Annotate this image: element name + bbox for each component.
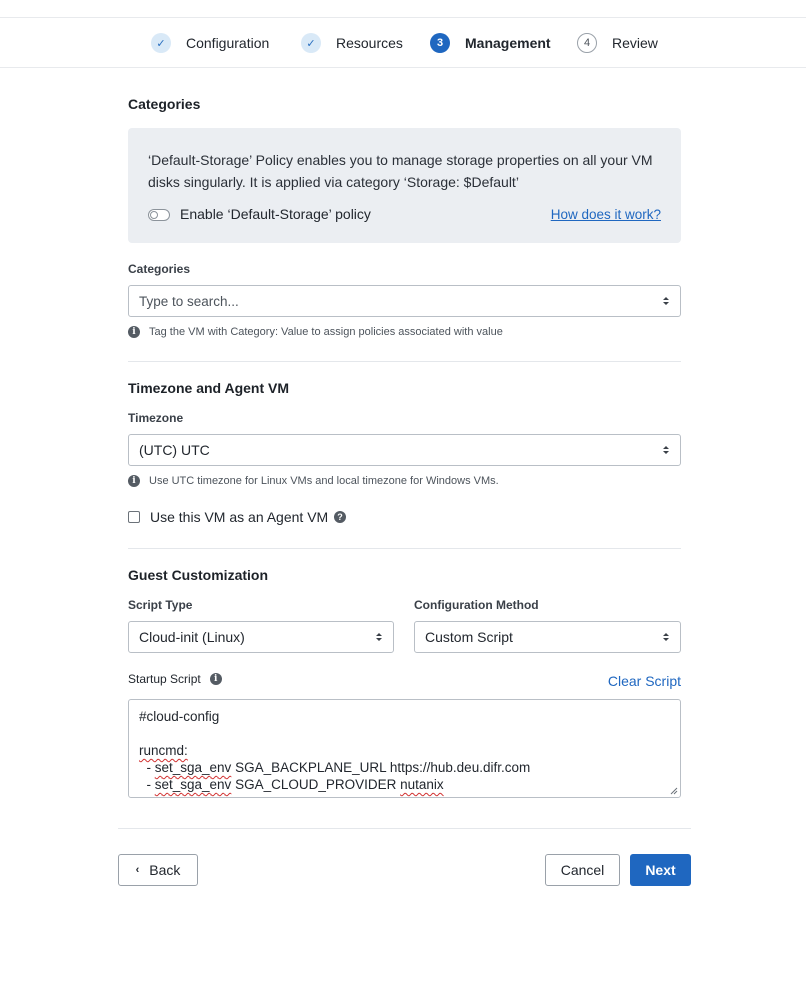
chevron-left-icon: ‹: [135, 864, 140, 876]
startup-script-label-row: [128, 672, 222, 686]
guest-customization-title: Guest Customization: [128, 567, 269, 583]
step-label: Configuration: [186, 35, 270, 51]
agent-vm-checkbox[interactable]: [128, 511, 140, 523]
how-does-it-work-link[interactable]: How does it work?: [550, 207, 661, 222]
step-number-badge: 3: [430, 33, 450, 53]
script-type-label: Script Type: [128, 598, 193, 612]
startup-script-textarea[interactable]: [128, 699, 681, 798]
script-indent: -: [139, 760, 155, 775]
script-type-value: Cloud-init (Linux): [139, 629, 245, 645]
agent-vm-label[interactable]: Use this VM as an Agent VM: [150, 509, 329, 525]
helper-text: Tag the VM with Category: Value to assign policies associated with value: [149, 326, 503, 338]
script-command: set_sga_env: [154, 777, 232, 792]
next-button[interactable]: Next: [630, 854, 691, 886]
step-resources[interactable]: [301, 32, 403, 54]
config-method-value: Custom Script: [425, 629, 513, 645]
config-method-label: Configuration Method: [414, 598, 539, 612]
info-icon: i: [128, 475, 140, 487]
script-type-select[interactable]: [128, 621, 394, 653]
question-help-icon[interactable]: ?: [334, 511, 346, 523]
default-storage-info-box: [128, 128, 681, 243]
script-args: SGA_CLOUD_PROVIDER: [231, 777, 401, 792]
toggle-label: Enable ‘Default-Storage’ policy: [180, 206, 371, 222]
script-args: SGA_BACKPLANE_URL https://hub.deu.difr.com: [231, 760, 531, 775]
toggle-knob: [150, 211, 158, 219]
config-method-select[interactable]: [414, 621, 681, 653]
clear-script-link[interactable]: Clear Script: [607, 673, 681, 689]
default-storage-toggle[interactable]: [148, 209, 170, 221]
categories-helper: [128, 326, 503, 338]
step-label: Resources: [336, 35, 403, 51]
search-placeholder: Type to search...: [139, 293, 239, 309]
section-divider: [128, 361, 681, 362]
step-label: Management: [465, 35, 551, 51]
step-review[interactable]: [577, 32, 658, 54]
categories-label: Categories: [128, 262, 191, 276]
script-line: #cloud-config: [139, 709, 220, 724]
timezone-label: Timezone: [128, 411, 184, 425]
info-icon[interactable]: i: [210, 673, 222, 685]
check-icon: ✓: [151, 33, 171, 53]
resize-grip-icon[interactable]: [670, 787, 678, 795]
updown-caret-icon: [662, 631, 670, 643]
categories-section-title: Categories: [128, 96, 201, 112]
back-button[interactable]: [118, 854, 198, 886]
script-indent: -: [139, 777, 155, 792]
timezone-value: (UTC) UTC: [139, 442, 210, 458]
step-label: Review: [612, 35, 658, 51]
timezone-section-title: Timezone and Agent VM: [128, 380, 290, 396]
step-number-badge: 4: [577, 33, 597, 53]
info-message: ‘Default-Storage’ Policy enables you to manage storage properties on all your VM disks singularly. It is applied via category ‘Storage: $Default’: [148, 152, 653, 190]
timezone-select[interactable]: [128, 434, 681, 466]
wizard-stepper: [0, 18, 806, 68]
helper-text: Use UTC timezone for Linux VMs and local timezone for Windows VMs.: [149, 475, 499, 487]
categories-search-input[interactable]: [128, 285, 681, 317]
step-management[interactable]: [430, 32, 551, 54]
script-line: runcmd:: [139, 743, 188, 758]
script-value: nutanix: [400, 777, 444, 792]
startup-script-label: Startup Script: [128, 672, 201, 686]
section-divider: [128, 548, 681, 549]
timezone-helper: [128, 475, 499, 487]
updown-caret-icon: [375, 631, 383, 643]
step-configuration[interactable]: [151, 32, 269, 54]
back-label: Back: [149, 862, 181, 878]
info-icon: i: [128, 326, 140, 338]
script-command: set_sga_env: [154, 760, 232, 775]
check-icon: ✓: [301, 33, 321, 53]
footer-divider: [118, 828, 691, 829]
cancel-button[interactable]: Cancel: [545, 854, 620, 886]
updown-caret-icon: [662, 295, 670, 307]
updown-caret-icon: [662, 444, 670, 456]
